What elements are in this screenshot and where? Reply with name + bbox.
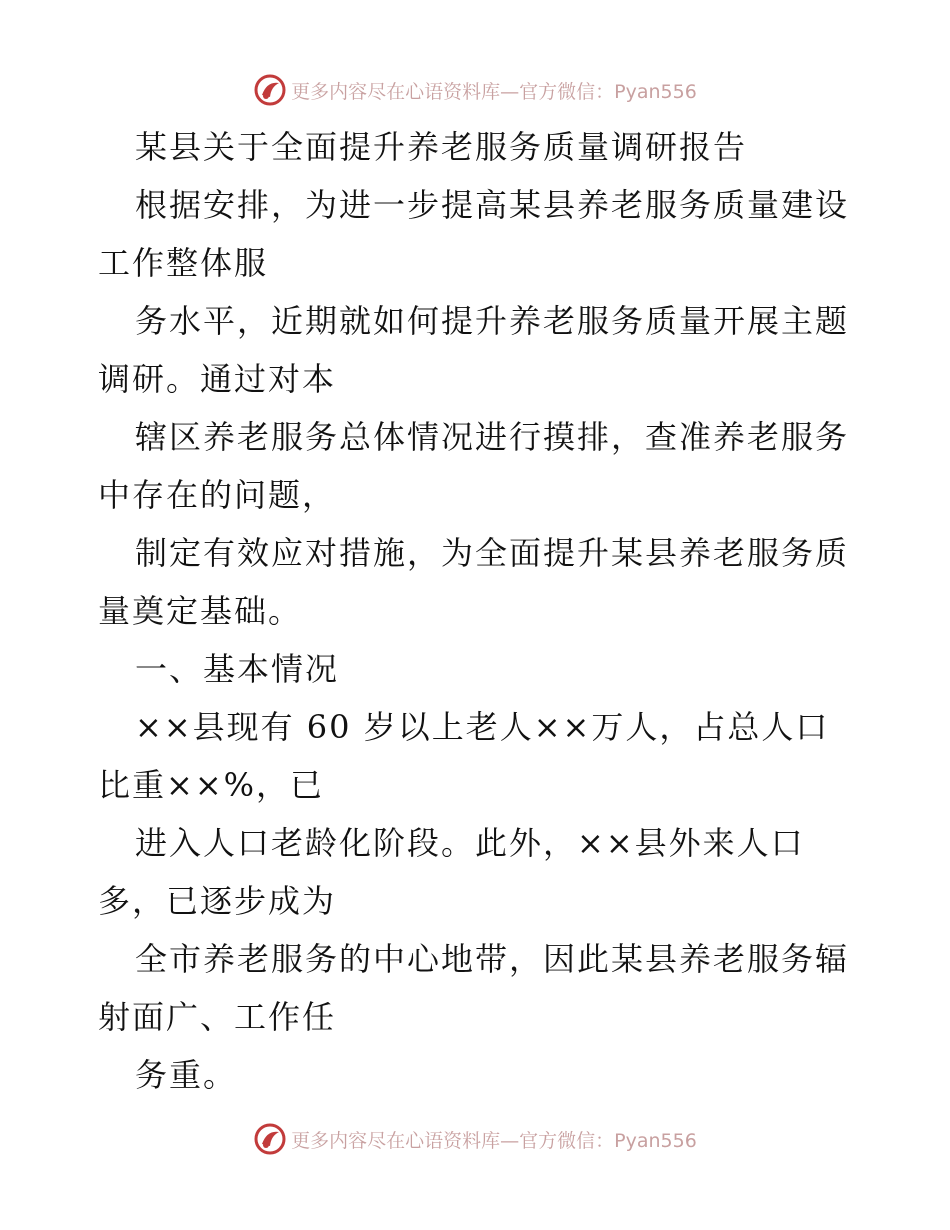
footer-watermark (0, 1121, 950, 1157)
paragraph-line: 全市养老服务的中心地带，因此某县养老服务辐 (135, 940, 850, 978)
paragraph-line: 制定有效应对措施，为全面提升某县养老服务质 (135, 534, 850, 572)
doc-title: 某县关于全面提升养老服务质量调研报告 (135, 128, 748, 166)
paragraph-line: 辖区养老服务总体情况进行摸排，查准养老服务 (135, 418, 850, 456)
red-swirl-logo-icon (253, 1122, 287, 1156)
paragraph-line: 比重××%，已 (98, 766, 325, 804)
section-heading: 一、基本情况 (135, 650, 340, 688)
paragraph-line: 务重。 (135, 1056, 238, 1094)
watermark-text: 更多内容尽在心语资料库—官方微信：Pyan556 (291, 80, 697, 103)
paragraph-line: 射面广、工作任 (98, 998, 337, 1036)
paragraph-line: 工作整体服 (98, 244, 269, 282)
paragraph-line: 量奠定基础。 (98, 592, 303, 630)
header-watermark (0, 72, 950, 108)
paragraph-line: 进入人口老龄化阶段。此外，××县外来人口 (135, 824, 805, 862)
watermark-id: Pyan556 (614, 80, 697, 103)
paragraph-line: 中存在的问题， (98, 476, 337, 514)
paragraph-line: 根据安排，为进一步提高某县养老服务质量建设 (135, 186, 850, 224)
paragraph-line: 调研。通过对本 (98, 360, 337, 398)
paragraph-line: ××县现有 60 岁以上老人××万人，占总人口 (135, 708, 830, 746)
paragraph-line: 务水平，近期就如何提升养老服务质量开展主题 (135, 302, 850, 340)
watermark-id: Pyan556 (614, 1129, 697, 1152)
watermark-text: 更多内容尽在心语资料库—官方微信：Pyan556 (291, 1129, 697, 1152)
document-body (98, 118, 858, 1104)
paragraph-line: 多，已逐步成为 (98, 882, 337, 920)
red-swirl-logo-icon (253, 73, 287, 107)
